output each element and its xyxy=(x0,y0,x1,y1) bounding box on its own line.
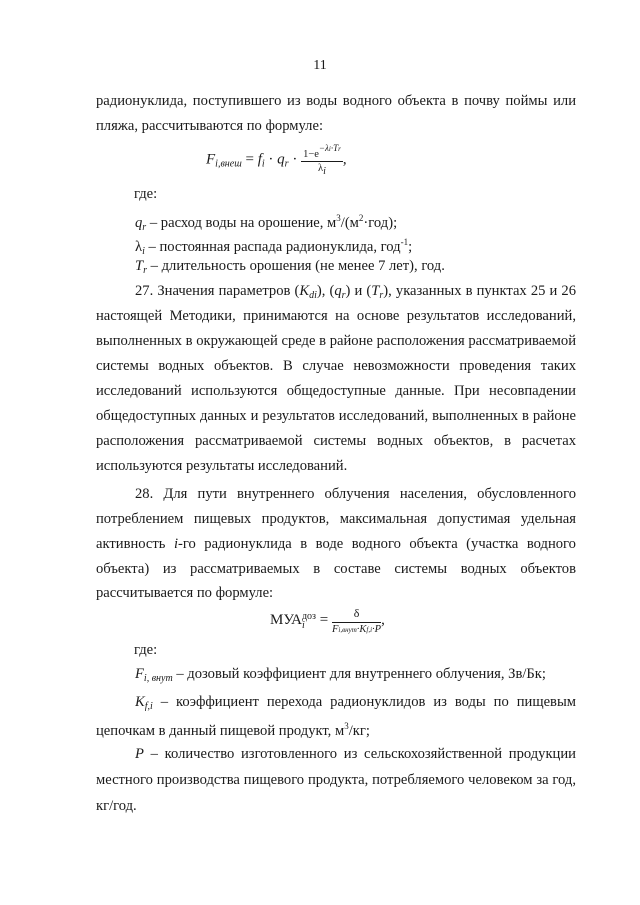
formula1-num-sup-a: −λ xyxy=(318,143,329,153)
formula2-numerator: δ xyxy=(332,606,381,623)
para27-t1: ), ( xyxy=(316,283,335,299)
formula2-den-k: ·K xyxy=(356,624,367,635)
formula1-den-base: λ xyxy=(318,163,324,174)
def-kfi-cont-text: цепочкам в данный пищевой продукт, м xyxy=(96,723,345,739)
def-kfi xyxy=(135,693,576,711)
para27-t-sub: r xyxy=(379,290,384,300)
def-kfi-sup: 3 xyxy=(344,721,349,731)
def-qr-sup1: 3 xyxy=(336,213,341,223)
formula1-f-sub: i xyxy=(261,158,265,170)
def-kfi-sub: f,i xyxy=(144,701,153,711)
para28-line-3 xyxy=(96,535,576,553)
formula1-num-sup-sub2: r xyxy=(338,145,341,153)
def-f-vnut xyxy=(135,665,576,688)
para27-line-1 xyxy=(135,282,576,300)
formula2-lhs-sup: доз xyxy=(301,610,316,622)
def-p xyxy=(135,745,576,763)
def-lambda-sym: λ xyxy=(135,239,143,255)
def-tr xyxy=(135,257,576,280)
formula1-num-base: 1−e xyxy=(303,149,319,160)
formula1-den-sub: i xyxy=(323,166,326,177)
def-qr-text2: /(м xyxy=(340,215,359,231)
def-qr-sub: r xyxy=(142,222,147,233)
def-f-vnut-sym: F xyxy=(135,666,144,682)
para27-line-6: общедоступных данных и результатов исследований, выполненных в районе xyxy=(96,408,576,424)
def-p-sym: P xyxy=(135,746,144,762)
def-kfi-cont xyxy=(96,717,576,740)
formula2-den-p: ·P xyxy=(372,624,382,635)
intro-line-2: пляжа, рассчитываются по формуле: xyxy=(96,118,324,134)
para27-line-5: исследований используются общедоступные данные. При несовпадении xyxy=(96,383,576,399)
where-label-1: где: xyxy=(134,186,158,202)
def-qr-sym: q xyxy=(135,215,143,231)
para28-line-2: потреблением пищевых продуктов, максимальная допустимая удельная xyxy=(96,511,576,527)
formula1-fraction xyxy=(301,143,343,177)
def-tr-sub: r xyxy=(143,265,148,276)
para27-q: q xyxy=(334,283,342,299)
formula2-lhs-scripts xyxy=(302,612,316,630)
formula1-dot1: · xyxy=(264,151,278,168)
formula1-numerator xyxy=(301,143,343,162)
formula2-den-f-sub: i,внут xyxy=(338,626,357,634)
formula2-fraction xyxy=(332,606,381,635)
para27-q-sub: r xyxy=(341,290,346,300)
page-number: 11 xyxy=(313,58,327,73)
para28-line-1: 28. Для пути внутреннего облучения населения, обусловленного xyxy=(135,486,576,502)
formula-mua xyxy=(270,606,385,635)
def-lambda-text2: ; xyxy=(408,239,413,255)
def-qr-sup2: 2 xyxy=(358,213,364,223)
formula1-eq: = xyxy=(241,151,258,168)
def-kfi-text: – коэффициент перехода радионуклидов из воды по пищевым xyxy=(152,694,576,710)
def-p-cont2: кг/год. xyxy=(96,798,137,814)
formula1-q-sub: r xyxy=(284,158,289,170)
formula-f-vnesh xyxy=(206,143,347,177)
def-qr-text: – расход воды на орошение, м xyxy=(146,215,337,231)
def-tr-text: – длительность орошения (не менее 7 лет), год. xyxy=(147,258,445,274)
formula2-trail: , xyxy=(381,611,385,628)
def-kfi-sym: K xyxy=(135,694,145,710)
def-qr-text3: ·год); xyxy=(363,215,398,231)
formula1-denominator xyxy=(301,162,343,177)
formula2-lhs: МУА xyxy=(270,611,302,628)
formula2-denominator xyxy=(332,623,381,635)
def-lambda-sup: -1 xyxy=(400,237,409,247)
def-lambda-text: – постоянная распада радионуклида, год xyxy=(144,239,401,255)
para27-k: K xyxy=(299,283,310,299)
para28-l3-a: активность xyxy=(96,536,174,552)
para27-line-8: используются результаты исследований. xyxy=(96,458,348,474)
where-label-2: где: xyxy=(134,642,158,658)
formula2-den-k-sub: f,i xyxy=(366,626,373,634)
def-kfi-cont2: /кг; xyxy=(348,723,370,739)
formula1-num-sup-sub: i xyxy=(328,145,331,153)
formula1-num-sup xyxy=(319,143,341,153)
para27-k-sub: di xyxy=(309,290,317,300)
para28-line-5: рассчитывается по формуле: xyxy=(96,585,274,601)
def-p-text: – количество изготовленного из сельскохозяйственной продукции xyxy=(143,746,576,762)
para28-l3-b: -го радионуклида в воде водного объекта (участка водного xyxy=(178,536,576,552)
para27-line-4: системы водных объектов. В случае невозможности проведения таких xyxy=(96,358,576,374)
formula2-eq: = xyxy=(315,611,332,628)
para27-t2: ) и ( xyxy=(345,283,372,299)
def-f-vnut-sub: i, внут xyxy=(143,673,173,684)
para27-t0: 27. Значения параметров ( xyxy=(135,283,300,299)
def-f-vnut-text: – дозовый коэффициент для внутреннего облучения, Зв/Бк; xyxy=(172,666,546,682)
formula2-lhs-sub: i xyxy=(301,619,305,631)
intro-line-1: радионуклида, поступившего из воды водного объекта в почву поймы или xyxy=(96,93,576,109)
formula1-f: f xyxy=(257,151,262,168)
para28-l3-i: i xyxy=(173,536,178,552)
formula1-lhs: F xyxy=(206,151,216,168)
formula1-num-sup-b: ·T xyxy=(330,143,339,153)
para27-t: T xyxy=(371,283,380,299)
formula2-den-f: F xyxy=(331,624,339,635)
para27-t3: ), указанных в пунктах 25 и 26 xyxy=(383,283,576,299)
para27-line-2: настоящей Методики, принимаются на основе результатов исследований, xyxy=(96,308,576,324)
formula1-q: q xyxy=(277,151,285,168)
def-lambda-sub: i xyxy=(142,246,145,257)
para27-line-3: выполненных в окружающей среде в районе расположения рассматриваемой xyxy=(96,333,576,349)
para28-line-4: объекта) из рассматриваемых в составе системы водных объектов xyxy=(96,561,576,577)
para27-line-7: расположения рассматриваемой системы водных объектов, в расчетах xyxy=(96,433,576,449)
def-tr-sym: T xyxy=(135,258,144,274)
def-p-cont: местного производства пищевого продукта, потребляемого человеком за год, xyxy=(96,772,576,788)
formula1-lhs-sub: i,внеш xyxy=(215,158,242,170)
formula1-dot2: · xyxy=(288,151,302,168)
formula1-trail: , xyxy=(342,151,347,168)
